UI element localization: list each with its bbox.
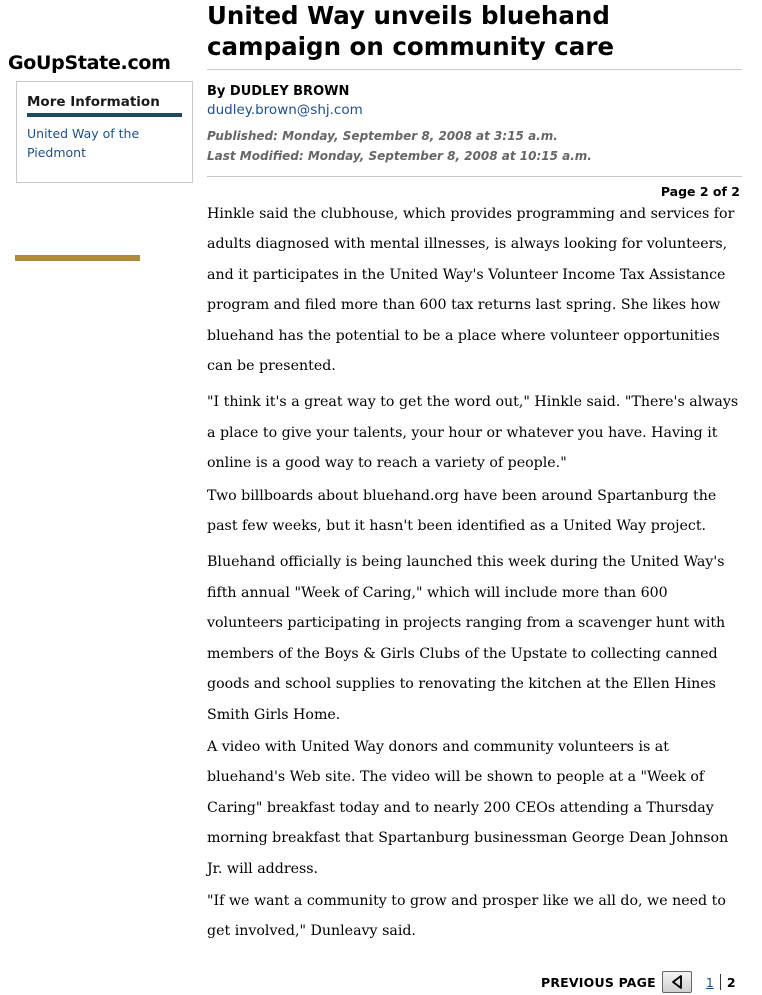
site-logo[interactable]: GoUpState.com xyxy=(8,52,171,74)
more-information-box xyxy=(16,81,193,183)
page-link-1[interactable]: 1 xyxy=(705,974,714,990)
byline: By DUDLEY BROWN xyxy=(207,84,350,99)
article-paragraph: "If we want a community to grow and prosper like we all do, we need to get involved," Dunleavy said. xyxy=(207,892,726,940)
united-way-piedmont-link[interactable]: United Way of the Piedmont xyxy=(27,126,140,160)
article-headline: United Way unveils bluehand campaign on community care xyxy=(207,1,615,61)
previous-page-button[interactable] xyxy=(662,971,692,993)
article-paragraph: Two billboards about bluehand.org have been around Spartanburg the past few weeks, but it hasn't been identified as a United Way project. xyxy=(207,487,717,535)
article-dates xyxy=(207,127,592,166)
dates-divider xyxy=(207,176,742,177)
more-information-title: More Information xyxy=(27,94,182,117)
last-modified-date: Last Modified: Monday, September 8, 2008 at 10:15 a.m. xyxy=(207,148,592,163)
previous-page-label[interactable]: PREVIOUS PAGE xyxy=(541,974,656,990)
article-paragraph: Hinkle said the clubhouse, which provides programming and services for adults diagnosed with mental illnesses, is always looking for volunteers, and it participates in the United Way's Volunteer Income Tax Assistance program and filed more than 600 tax returns last spring. She likes how bluehand has the potential to be a place where volunteer opportunities can be presented. xyxy=(207,206,735,375)
published-date: Published: Monday, September 8, 2008 at 3:15 a.m. xyxy=(207,129,558,143)
pagination xyxy=(541,969,742,995)
article-paragraph: Bluehand officially is being launched this week during the United Way's fifth annual "Week of Caring," which will include more than 600 volunteers participating in projects ranging from a scavenger hunt with members of the Boys & Girls Clubs of the Upstate to collecting canned goods and school supplies to renovating the kitchen at the Ellen Hines Smith Girls Home. xyxy=(207,554,726,723)
article-body xyxy=(207,199,747,953)
page-indicator: Page 2 of 2 xyxy=(660,184,740,199)
decorative-gold-bar xyxy=(15,255,140,261)
author-email-link[interactable]: dudley.brown@shj.com xyxy=(207,102,363,118)
page-current-2: 2 xyxy=(726,974,736,990)
article-paragraph: A video with United Way donors and community volunteers is at bluehand's Web site. The video will be shown to people at a "Week of Caring" breakfast today and to nearly 200 CEOs attending a Thursday morning breakfast that Spartanburg businessman George Dean Johnson Jr. will address. xyxy=(207,738,729,877)
headline-divider xyxy=(207,69,742,70)
triangle-left-icon xyxy=(670,974,684,990)
article-paragraph: "I think it's a great way to get the word out," Hinkle said. "There's always a place to give your talents, your hour or whatever you have. Having it online is a good way to reach a variety of people." xyxy=(207,394,739,472)
